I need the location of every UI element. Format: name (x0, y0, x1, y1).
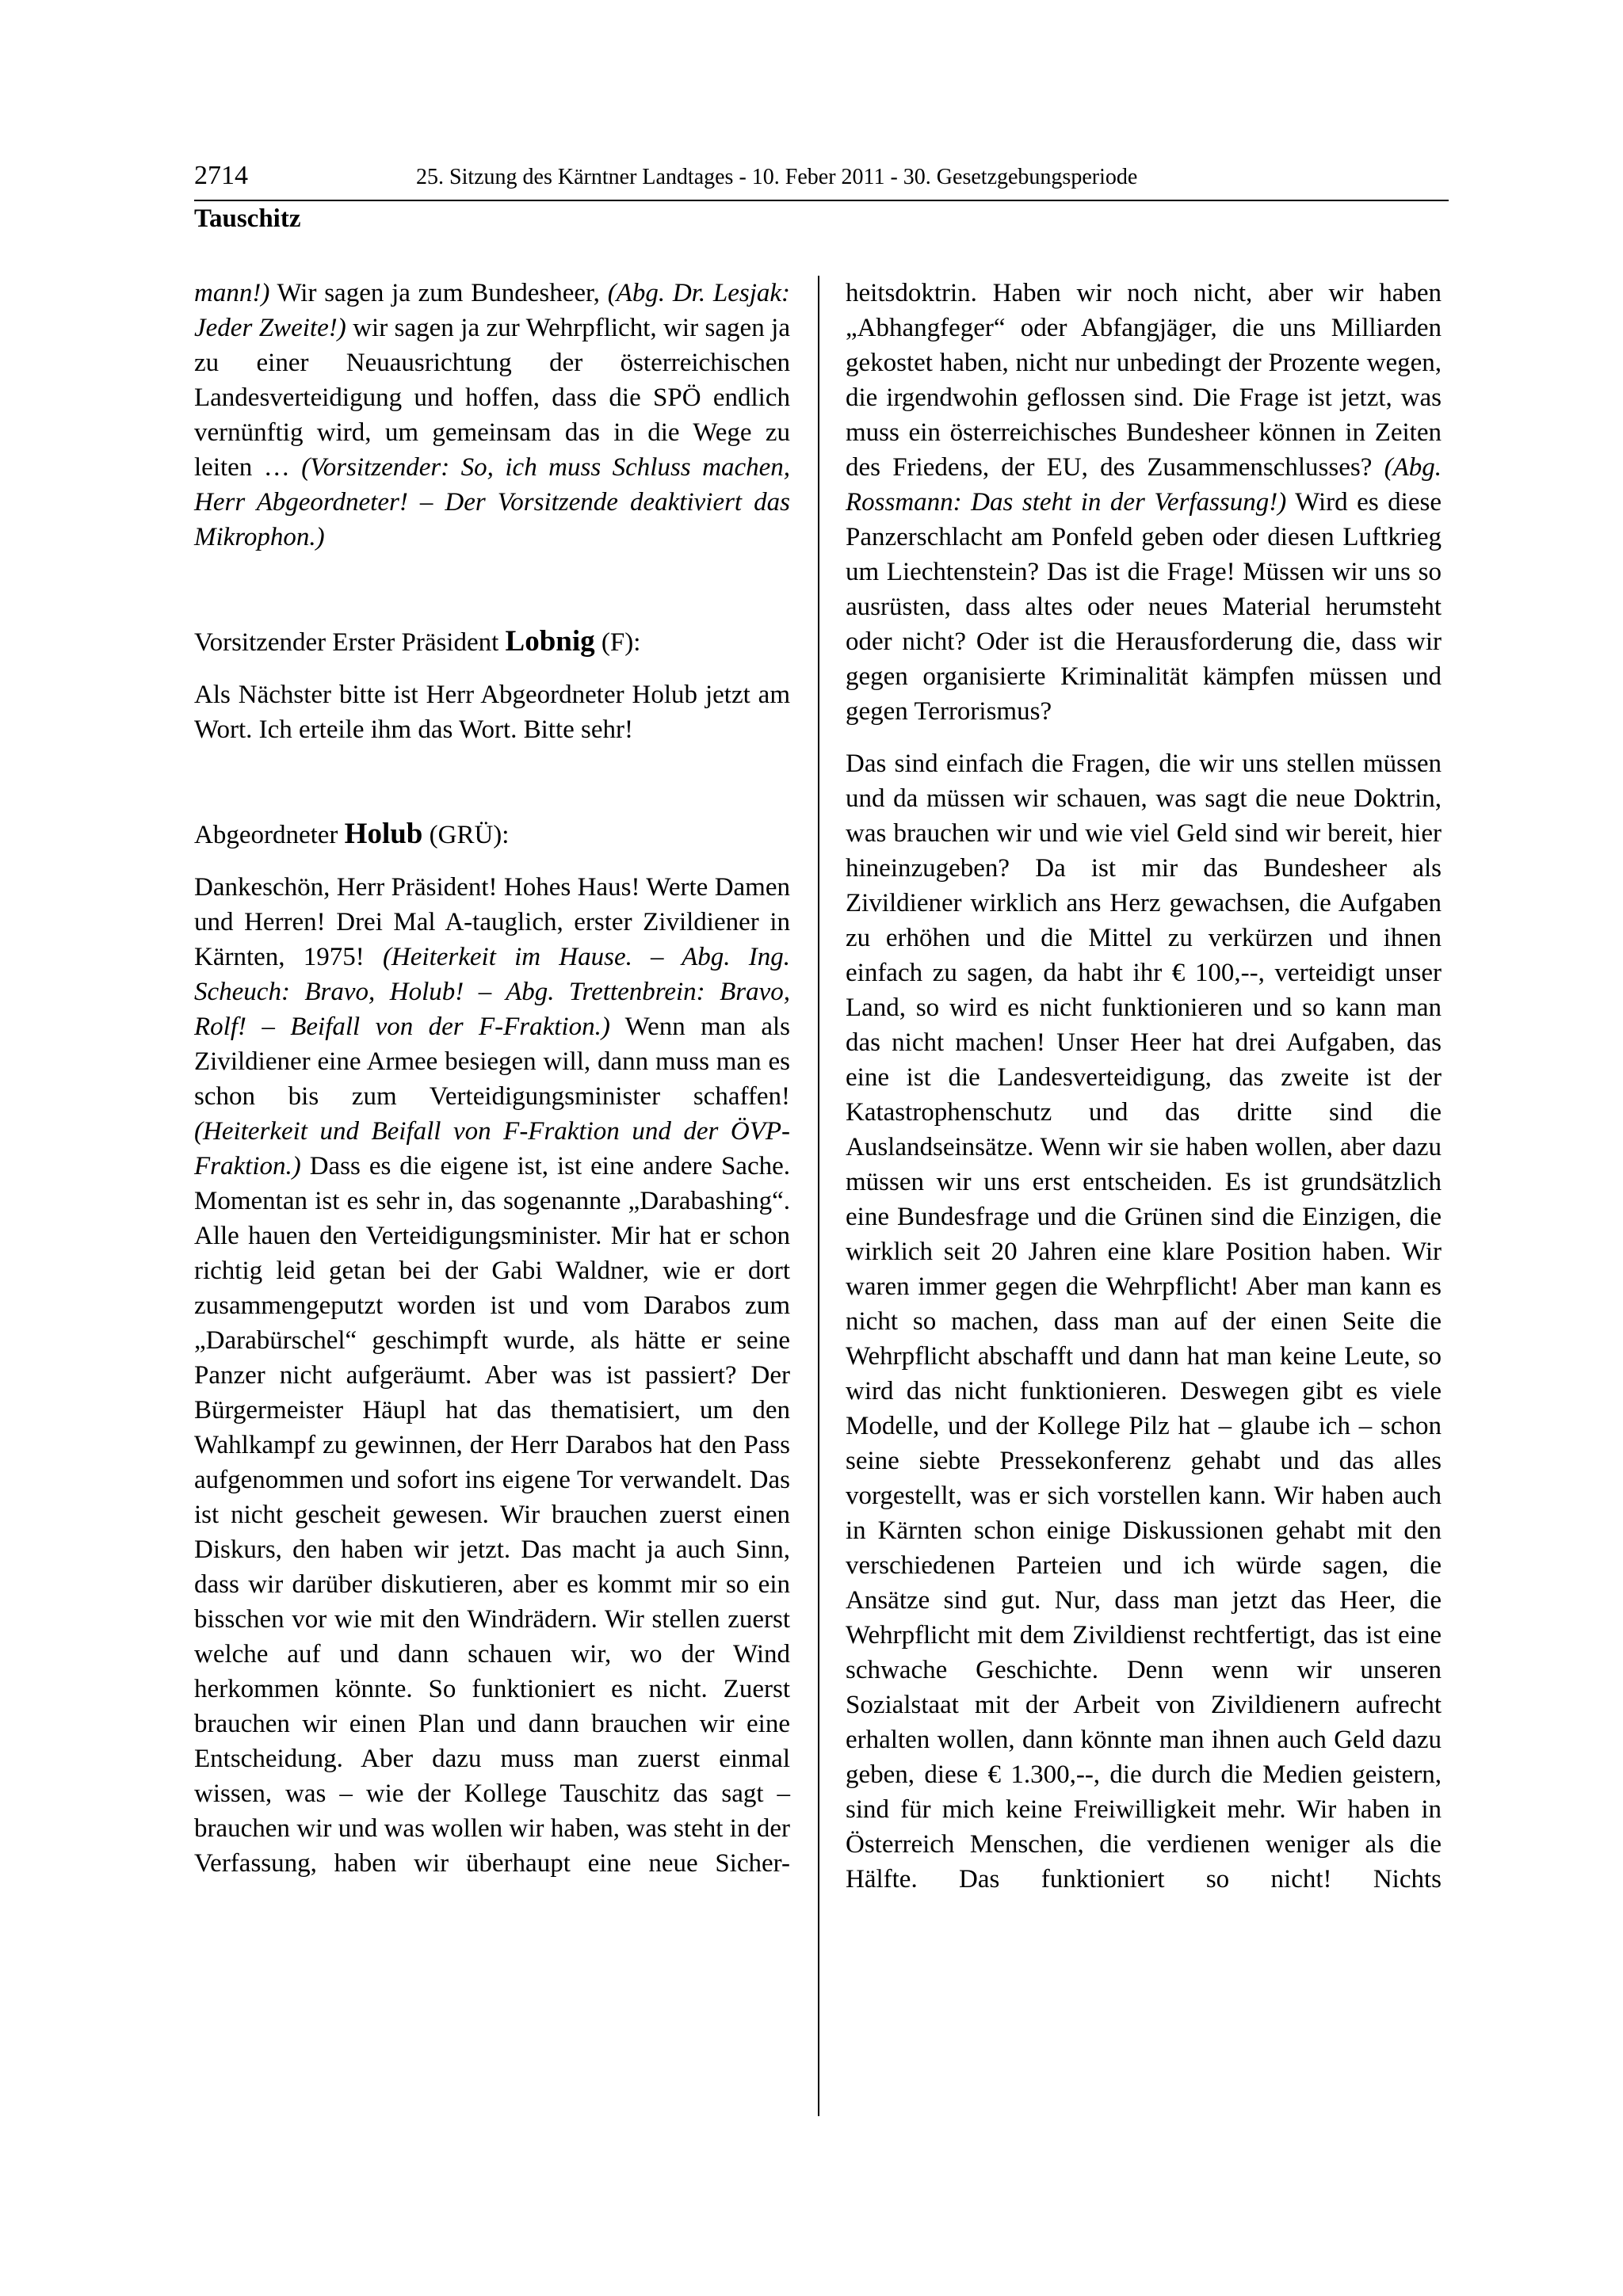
speaker-line (194, 624, 790, 660)
speech-text: Dass es die eigene ist, ist eine andere Sache. Momentan ist es sehr in, das sogenannte „Darabashing“. Alle hauen den Verteidigungsminister. Mir hat er schon richtig leid getan bei der Gabi Waldner, wie er dort zusammengeputzt worden ist und vom Darabos zum „Darabürschel“ geschimpft wurde, als hätte er seine Panzer nicht aufgeräumt. Aber was ist passiert? Der Bürgermeister Häupl hat das thematisiert, um den Wahlkampf zu gewinnen, der Herr Darabos hat den Pass aufgenommen und sofort ins eigene Tor verwandelt. Das ist nicht gescheit gewesen. Wir brauchen zuerst einen Diskurs, den haben wir jetzt. Das macht ja auch Sinn, dass wir darüber diskutieren, aber es kommt mir so ein bisschen vor wie mit den Windrädern. Wir stellen zuerst welche auf und dann schauen wir, wo der Wind herkommen könnte. So funktioniert es nicht. Zuerst brauchen wir einen Plan und dann brauchen wir eine Entscheidung. Aber dazu muss man zuerst einmal wissen, was – wie der Kollege Tauschitz das sagt – brauchen wir und was wollen wir haben, was steht in der Verfassung, haben wir überhaupt eine neue Sicher- (194, 1152, 790, 1878)
paragraph (194, 870, 790, 1881)
speech-text: heitsdoktrin. Haben wir noch nicht, aber wir haben „Abhangfeger“ oder Abfangjäger, die uns Milliarden gekostet haben, nicht nur unbedingt der Prozente wegen, die irgendwohin geflossen sind. Die Frage ist jetzt, was muss ein österreichisches Bundesheer können in Zeiten des Friedens, der EU, des Zusammenschlusses? (846, 279, 1442, 482)
speaker-role: Vorsitzender Erster Präsident (194, 628, 506, 657)
speech-text: Wird es diese Panzerschlacht am Ponfeld geben oder diesen Luftkrieg um Liechtenstein? Das ist die Frage! Müssen wir uns so ausrüsten, dass altes oder neues Material herumsteht oder nicht? Oder ist die Herausforderung die, dass wir gegen organisierte Kriminalität kämpfen müssen und gegen Terrorismus? (846, 488, 1442, 726)
paragraph: Als Nächster bitte ist Herr Abgeordneter Holub jetzt am Wort. Ich erteile ihm das Wort. Bitte sehr! (194, 681, 790, 744)
interjection: (Abg. Dr. Lesjak: Jeder Zweite!) (194, 279, 790, 342)
interjection: (Heiterkeit im Hause. – Abg. Ing. Scheuch: Bravo, Holub! – Abg. Trettenbrein: Bravo, Rolf! – Beifall von der F-Fraktion.) (194, 943, 790, 1041)
page-header (194, 158, 1449, 201)
column-divider (818, 276, 819, 2116)
speaker-heading: Tauschitz (194, 204, 301, 233)
interjection: (Heiterkeit und Beifall von F-Fraktion und der ÖVP-Fraktion.) (194, 1117, 790, 1180)
right-column (846, 276, 1442, 1914)
interjection: (Vorsitzender: So, ich muss Schluss machen, Herr Abgeordneter! – Der Vorsitzende deaktiviert das Mikrophon.) (194, 453, 790, 551)
speech-text: Wenn man als Zivildiener eine Armee besiegen will, dann muss man es schon bis zum Verteidigungsminister schaffen! (194, 1013, 790, 1111)
paragraph (194, 276, 790, 555)
interjection: (Abg. Rossmann: Das steht in der Verfassung!) (846, 453, 1442, 517)
left-column (194, 276, 790, 1898)
speaker-party: (GRÜ): (422, 821, 510, 849)
speech-text: Dankeschön, Herr Präsident! Hohes Haus! Werte Damen und Herren! Drei Mal A-tauglich, erster Zivildiener in Kärnten, 1975! (194, 873, 790, 971)
speech-text: Wir sagen ja zum Bundesheer, (269, 279, 608, 307)
speaker-party: (F): (594, 628, 641, 657)
interjection: mann!) (194, 279, 270, 307)
speaker-line (194, 817, 790, 852)
paragraph (846, 276, 1442, 729)
running-title: 25. Sitzung des Kärntner Landtages - 10. Feber 2011 - 30. Gesetzgebungsperiode (416, 165, 1138, 189)
speaker-name: Lobnig (505, 625, 595, 658)
speaker-name: Holub (344, 818, 423, 850)
speech-text: wir sagen ja zur Wehrpflicht, wir sagen ja zu einer Neuausrichtung der österreichischen Landesverteidigung und hoffen, dass die SPÖ endlich vernünftig wird, um gemeinsam das in die Wege zu leiten … (194, 314, 790, 482)
page-number: 2714 (194, 161, 248, 190)
speaker-role: Abgeordneter (194, 821, 345, 849)
paragraph: Das sind einfach die Fragen, die wir uns stellen müssen und da müssen wir schauen, was sagt die neue Doktrin, was brauchen wir und wie viel Geld sind wir bereit, hier hineinzugeben? Da ist mir das Bundesheer als Zivildiener wirklich ans Herz gewachsen, die Aufgaben zu erhöhen und die Mittel zu verkürzen und ihnen einfach zu sagen, da habt ihr € 100,--, verteidigt unser Land, so wird es nicht funktionieren und so kann man das nicht machen! Unser Heer hat drei Aufgaben, das eine ist die Landesverteidigung, das zweite ist der Katastrophenschutz und das dritte sind die Auslandseinsätze. Wenn wir sie haben wollen, aber dazu müssen wir uns erst entscheiden. Es ist grundsätzlich eine Bundesfrage und die Grünen sind die Einzigen, die wirklich seit 20 Jahren eine klare Position haben. Wir waren immer gegen die Wehrpflicht! Aber man kann es nicht so machen, dass man auf der einen Seite die Wehrpflicht abschafft und dann hat man keine Leute, so wird das nicht funktionieren. Deswegen gibt es viele Modelle, und der Kollege Pilz hat – glaube ich – schon seine siebte Pressekonferenz gehabt und das alles vorgestellt, was er sich vorstellen kann. Wir haben auch in Kärnten schon einige Diskussionen gehabt mit den verschiedenen Parteien und ich würde sagen, die Ansätze sind gut. Nur, dass man jetzt das Heer, die Wehrpflicht mit dem Zivildienst rechtfertigt, das ist eine schwache Geschichte. Denn wenn wir unseren Sozialstaat mit der Arbeit von Zivildienern aufrecht erhalten wollen, dann könnte man ihnen auch Geld dazu geben, diese € 1.300,--, die durch die Medien geistern, sind für mich keine Freiwilligkeit mehr. Wir haben in Österreich Menschen, die verdienen weniger als die Hälfte. Das funktioniert so nicht! Nichts (846, 749, 1442, 1894)
